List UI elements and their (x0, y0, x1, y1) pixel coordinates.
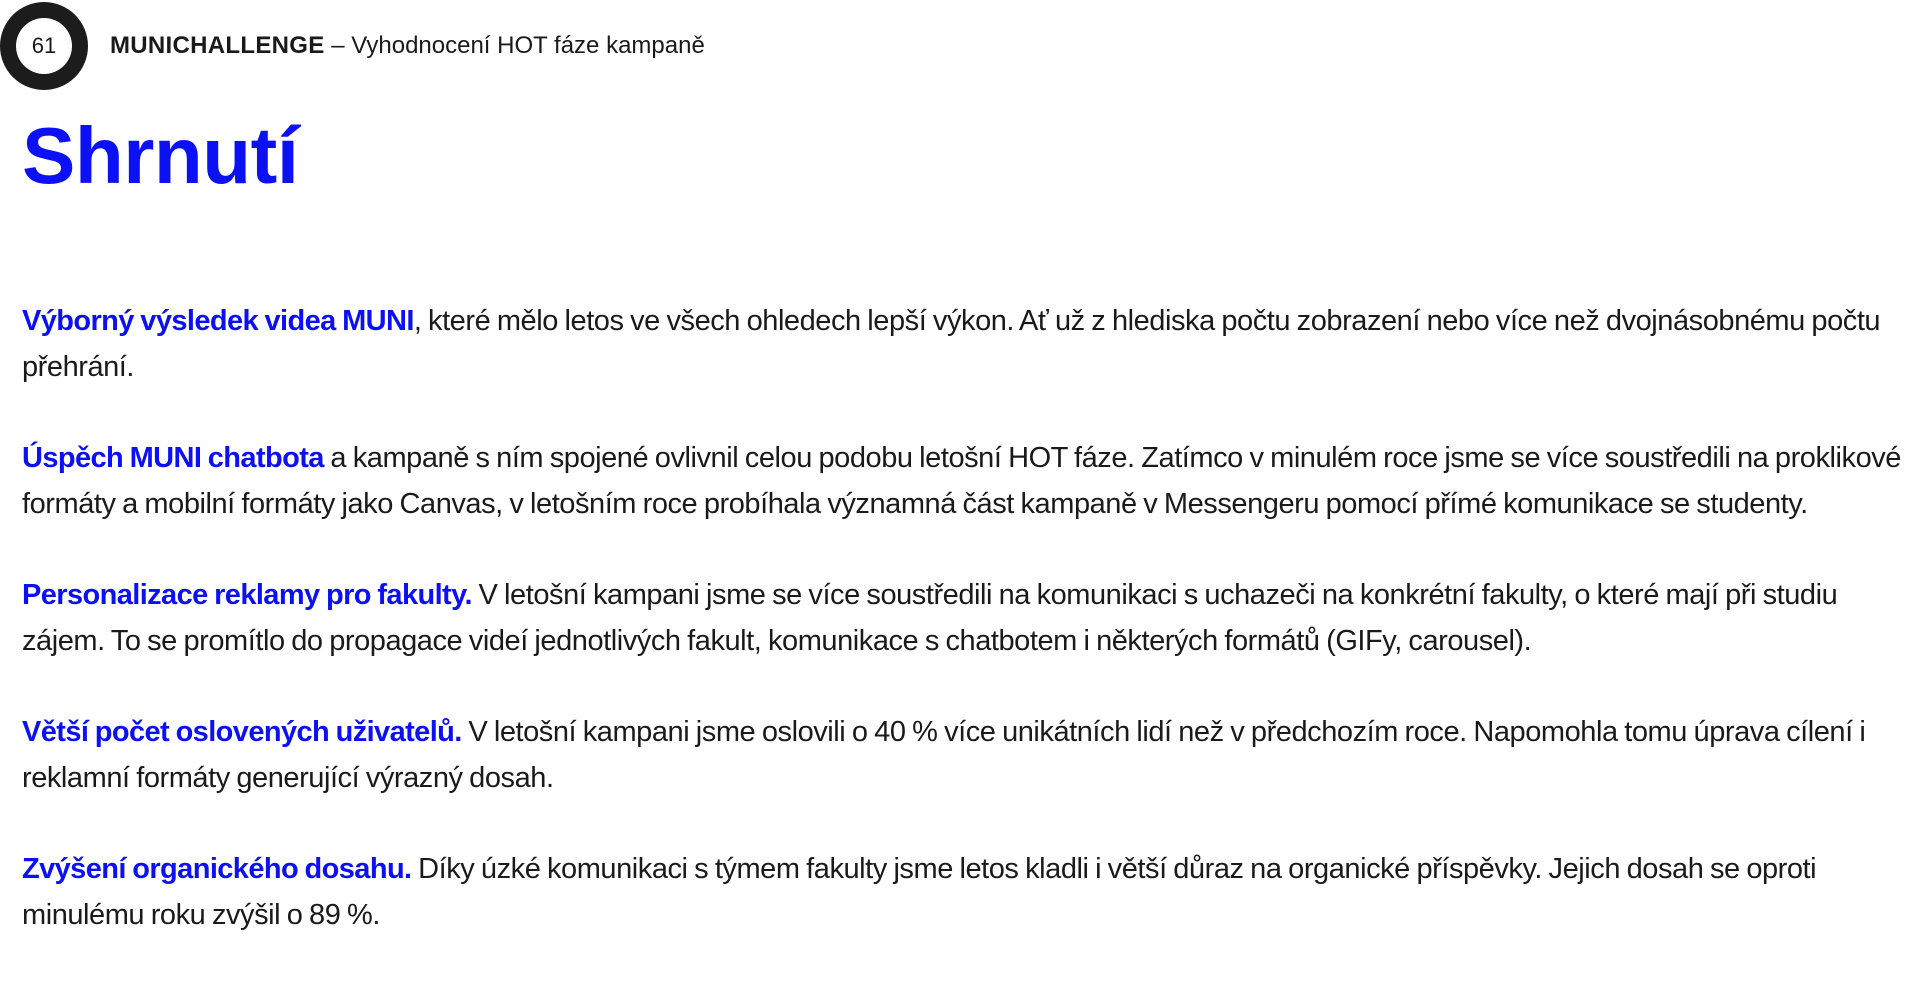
page-title: Shrnutí (22, 111, 299, 200)
paragraph-text: Díky úzké komunikaci s týmem fakulty jsme letos kladli i větší důraz na organické příspěvky. Jejich dosah se oproti minulému roku zvýšil o 89 %. (22, 853, 1817, 931)
paragraph-lead: Personalizace reklamy pro fakulty. (22, 579, 472, 611)
paragraph-lead: Úspěch MUNI chatbota (22, 442, 324, 474)
summary-paragraph-reach (22, 709, 1917, 801)
page-header (0, 0, 1920, 90)
paragraph-lead: Zvýšení organického dosahu. (22, 853, 412, 885)
header-subtitle: Vyhodnocení HOT fáze kampaně (351, 32, 705, 59)
paragraph-lead: Výborný výsledek videa MUNI (22, 305, 414, 337)
paragraph-lead: Větší počet oslovených uživatelů. (22, 716, 462, 748)
page-number: 61 (16, 18, 72, 74)
running-header (110, 31, 705, 61)
summary-content (22, 298, 1917, 983)
paragraph-text: V letošní kampani jsme se více soustředili na komunikaci s uchazeči na konkrétní fakulty, o které mají při studiu zájem. To se promítlo do propagace videí jednotlivých fakult, komunikace s chatbotem i některých formátů (GIFy, carousel). (22, 579, 1838, 657)
summary-paragraph-chatbot (22, 435, 1917, 527)
header-brand: MUNICHALLENGE (110, 32, 325, 59)
summary-paragraph-organic (22, 846, 1917, 938)
paragraph-text: V letošní kampani jsme oslovili o 40 % více unikátních lidí než v předchozím roce. Napomohla tomu úprava cílení i reklamní formáty generující výrazný dosah. (22, 716, 1866, 794)
summary-paragraph-personalization (22, 572, 1917, 664)
paragraph-text: a kampaně s ním spojené ovlivnil celou podobu letošní HOT fáze. Zatímco v minulém roce jsme se více soustředili na proklikové formáty a mobilní formáty jako Canvas, v letošním roce probíhala významná část kampaně v Messengeru pomocí přímé komunikace se studenty. (22, 442, 1901, 520)
page-number-badge (0, 2, 88, 90)
paragraph-text: , které mělo letos ve všech ohledech lepší výkon. Ať už z hlediska počtu zobrazení nebo více než dvojnásobnému počtu přehrání. (22, 305, 1881, 383)
header-separator: – (324, 32, 352, 59)
summary-paragraph-video (22, 298, 1917, 390)
